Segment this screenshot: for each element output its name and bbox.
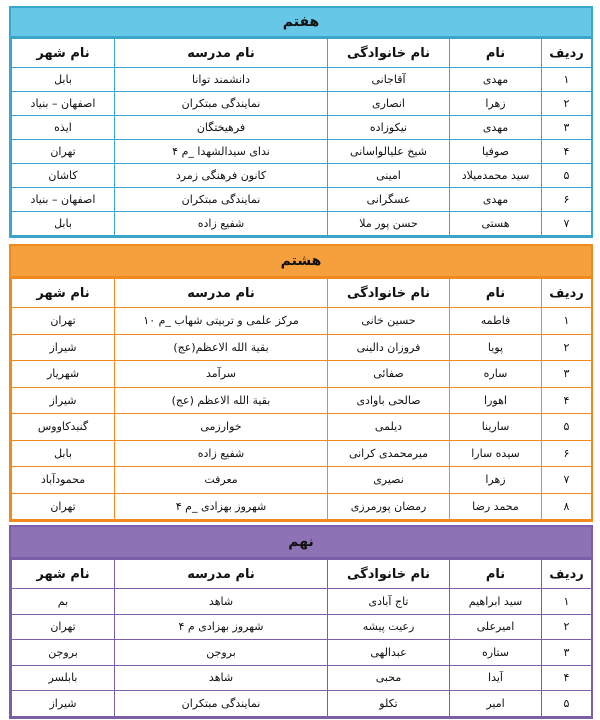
table-row [12,387,592,414]
cell-radif: ۸ [542,493,592,520]
table-row [12,691,592,717]
table-row [12,188,592,212]
cell-city: تهران [12,308,115,335]
cell-city: بابلسر [12,665,115,691]
grade-9-table [11,559,592,717]
cell-family: امینی [328,164,450,188]
cell-name: سیده سارا [450,440,542,467]
cell-school: کانون فرهنگی زمرد [115,164,328,188]
cell-school: فرهیختگان [115,116,328,140]
cell-family: آقاجانی [328,68,450,92]
cell-radif: ۴ [542,140,592,164]
cell-family: تکلو [328,691,450,717]
table-row [12,140,592,164]
cell-name: فاطمه [450,308,542,335]
header-school: نام مدرسه [115,560,328,589]
cell-family: دیلمی [328,414,450,441]
cell-radif: ۶ [542,188,592,212]
table-row [12,640,592,666]
cell-radif: ۵ [542,691,592,717]
cell-city: شهریار [12,361,115,388]
table-row [12,440,592,467]
cell-city: ایذه [12,116,115,140]
table-row [12,493,592,520]
cell-family: عسگرانی [328,188,450,212]
cell-family: صالحی باوادی [328,387,450,414]
cell-school: شفیع زاده [115,440,328,467]
cell-school: بقیة الله الاعظم(عج) [115,334,328,361]
cell-name: آیدا [450,665,542,691]
grade-7-title: هفتم [11,8,591,38]
cell-name: هستی [450,212,542,236]
grade-8-title: هشتم [11,246,591,278]
grade-8-table [11,278,592,520]
cell-city: بابل [12,440,115,467]
table-row [12,92,592,116]
cell-family: میرمحمدی کرانی [328,440,450,467]
cell-city: تهران [12,614,115,640]
header-row [12,560,592,589]
cell-family: حسن پور ملا [328,212,450,236]
header-family: نام خانوادگی [328,560,450,589]
table-row [12,665,592,691]
cell-radif: ۳ [542,116,592,140]
table-row [12,361,592,388]
header-radif: ردیف [542,560,592,589]
cell-radif: ۲ [542,614,592,640]
header-school: نام مدرسه [115,39,328,68]
cell-city: اصفهان – بنیاد [12,188,115,212]
cell-school: معرفت [115,467,328,494]
cell-family: عبدالهی [328,640,450,666]
cell-family: نیکوزاده [328,116,450,140]
grade-8-section [9,244,593,522]
header-city: نام شهر [12,279,115,308]
cell-school: نمایندگی مبتکران [115,188,328,212]
cell-school: نمایندگی مبتکران [115,691,328,717]
cell-city: کاشان [12,164,115,188]
cell-school: شاهد [115,665,328,691]
header-family: نام خانوادگی [328,39,450,68]
cell-name: امیرعلی [450,614,542,640]
cell-radif: ۲ [542,92,592,116]
header-name: نام [450,560,542,589]
cell-school: سرآمد [115,361,328,388]
cell-city: بروجن [12,640,115,666]
header-school: نام مدرسه [115,279,328,308]
header-name: نام [450,279,542,308]
cell-radif: ۶ [542,440,592,467]
cell-name: ساره [450,361,542,388]
cell-school: مرکز علمی و تربیتی شهاب _م ۱۰ [115,308,328,335]
cell-name: زهرا [450,92,542,116]
cell-family: حسین خانی [328,308,450,335]
header-family: نام خانوادگی [328,279,450,308]
cell-school: دانشمند توانا [115,68,328,92]
cell-name: امیر [450,691,542,717]
table-row [12,68,592,92]
grade-7-table [11,38,592,236]
grade-7-section [9,6,593,238]
cell-city: بابل [12,68,115,92]
table-row [12,614,592,640]
cell-city: اصفهان – بنیاد [12,92,115,116]
cell-name: محمد رضا [450,493,542,520]
header-radif: ردیف [542,39,592,68]
cell-family: محبی [328,665,450,691]
header-name: نام [450,39,542,68]
table-row [12,334,592,361]
table-row [12,308,592,335]
table-row [12,467,592,494]
cell-city: بابل [12,212,115,236]
cell-city: تهران [12,493,115,520]
cell-name: زهرا [450,467,542,494]
grade-9-title: نهم [11,527,591,559]
cell-city: شیراز [12,334,115,361]
cell-radif: ۲ [542,334,592,361]
cell-family: فروزان دالینی [328,334,450,361]
cell-family: رمضان پورمرزی [328,493,450,520]
cell-city: شیراز [12,691,115,717]
cell-school: نمایندگی مبتکران [115,92,328,116]
cell-school: شهروز بهزادی م ۴ [115,614,328,640]
cell-name: پویا [450,334,542,361]
header-row [12,39,592,68]
cell-radif: ۱ [542,68,592,92]
cell-family: نصیری [328,467,450,494]
cell-radif: ۴ [542,387,592,414]
cell-city: گنبدکاووس [12,414,115,441]
table-row [12,589,592,615]
cell-school: بروجن [115,640,328,666]
header-row [12,279,592,308]
header-city: نام شهر [12,39,115,68]
cell-radif: ۳ [542,361,592,388]
cell-school: شهروز بهزادی _م ۴ [115,493,328,520]
header-city: نام شهر [12,560,115,589]
cell-name: ستاره [450,640,542,666]
cell-family: شیخ علیالواسانی [328,140,450,164]
cell-radif: ۳ [542,640,592,666]
table-row [12,164,592,188]
cell-school: شفیع زاده [115,212,328,236]
cell-name: مهدی [450,188,542,212]
cell-name: مهدی [450,116,542,140]
table-row [12,414,592,441]
cell-family: صفائی [328,361,450,388]
cell-radif: ۷ [542,467,592,494]
cell-name: سارینا [450,414,542,441]
grade-9-section [9,525,593,719]
cell-city: بم [12,589,115,615]
cell-radif: ۱ [542,308,592,335]
cell-name: سید محمدمیلاد [450,164,542,188]
cell-family: رعیت پیشه [328,614,450,640]
cell-family: انصاری [328,92,450,116]
cell-radif: ۵ [542,164,592,188]
cell-city: تهران [12,140,115,164]
cell-name: صوفیا [450,140,542,164]
cell-school: خوارزمی [115,414,328,441]
table-row [12,116,592,140]
cell-city: محمودآباد [12,467,115,494]
cell-radif: ۵ [542,414,592,441]
header-radif: ردیف [542,279,592,308]
cell-name: مهدی [450,68,542,92]
cell-name: اهورا [450,387,542,414]
cell-school: بقیة الله الاعظم (عج) [115,387,328,414]
cell-radif: ۱ [542,589,592,615]
cell-city: شیراز [12,387,115,414]
cell-name: سید ابراهیم [450,589,542,615]
cell-school: شاهد [115,589,328,615]
table-row [12,212,592,236]
cell-family: تاج آبادی [328,589,450,615]
cell-school: ندای سیدالشهدا _م ۴ [115,140,328,164]
cell-radif: ۷ [542,212,592,236]
cell-radif: ۴ [542,665,592,691]
